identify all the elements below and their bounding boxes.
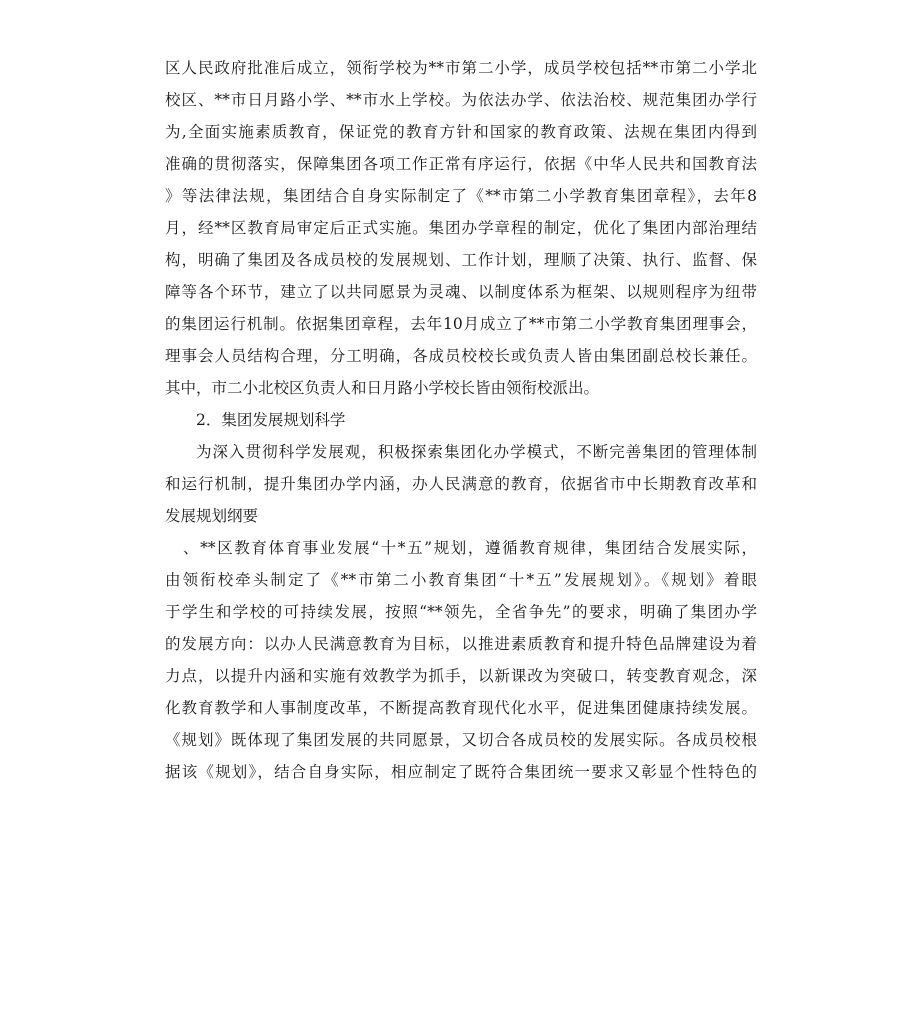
- para1-line-7: 构，明确了集团及各成员校的发展规划、工作计划，理顺了决策、执行、监督、保: [165, 251, 757, 269]
- para3-line-4: 的发展方向：以办人民满意教育为目标，以推进素质教育和提升特色品牌建设为着: [165, 635, 757, 653]
- para3-line-7: 《规划》既体现了集团发展的共同愿景，又切合各成员校的发展实际。各成员校根: [165, 731, 757, 749]
- document-body: [165, 52, 757, 788]
- para3-line-1: 、**区教育体育事业发展“十*五”规划，遵循教育规律，集团结合发展实际，: [183, 539, 757, 557]
- para3-line-2: 由领衔校牵头制定了《**市第二小教育集团“十*五”发展规划》。《规划》着眼: [165, 571, 757, 589]
- para2-line-2: 和运行机制，提升集团办学内涵，办人民满意的教育，依据省市中长期教育改革和: [165, 475, 757, 493]
- para3-line-8: 据该《规划》，结合自身实际，相应制定了既符合集团统一要求又彰显个性特色的: [165, 763, 757, 781]
- para1-line-3: 为,全面实施素质教育，保证党的教育方针和国家的教育政策、法规在集团内得到: [165, 123, 757, 141]
- para1-line-10: 理事会人员结构合理，分工明确，各成员校校长或负责人皆由集团副总校长兼任。: [165, 347, 757, 365]
- para1-line-6: 月，经**区教育局审定后正式实施。集团办学章程的制定，优化了集团内部治理结: [165, 219, 757, 237]
- para3-line-3: 于学生和学校的可持续发展，按照“**领先，全省争先”的要求，明确了集团办学: [165, 603, 757, 621]
- section-heading-2: 2．集团发展规划科学: [196, 411, 346, 429]
- para1-line-11: 其中，市二小北校区负责人和日月路小学校长皆由领衔校派出。: [165, 379, 600, 397]
- para1-line-5: 》等法律法规，集团结合自身实际制定了《**市第二小学教育集团章程》，去年8: [165, 187, 757, 205]
- para3-line-6: 化教育教学和人事制度改革，不断提高教育现代化水平，促进集团健康持续发展。: [165, 699, 757, 717]
- para1-line-1: 区人民政府批准后成立，领衔学校为**市第二小学，成员学校包括**市第二小学北: [165, 59, 757, 77]
- para3-line-5: 力点，以提升内涵和实施有效教学为抓手，以新课改为突破口，转变教育观念，深: [165, 667, 757, 685]
- para1-line-2: 校区、**市日月路小学、**市水上学校。为依法办学、依法治校、规范集团办学行: [165, 91, 757, 109]
- para2-line-3: 发展规划纲要: [165, 507, 259, 525]
- para2-line-1: 为深入贯彻科学发展观，积极探索集团化办学模式，不断完善集团的管理体制: [196, 443, 757, 461]
- para1-line-4: 准确的贯彻落实，保障集团各项工作正常有序运行，依据《中华人民共和国教育法: [165, 155, 757, 173]
- para1-line-8: 障等各个环节，建立了以共同愿景为灵魂、以制度体系为框架、以规则程序为纽带: [165, 283, 757, 301]
- para1-line-9: 的集团运行机制。依据集团章程，去年10月成立了**市第二小学教育集团理事会，: [165, 315, 757, 333]
